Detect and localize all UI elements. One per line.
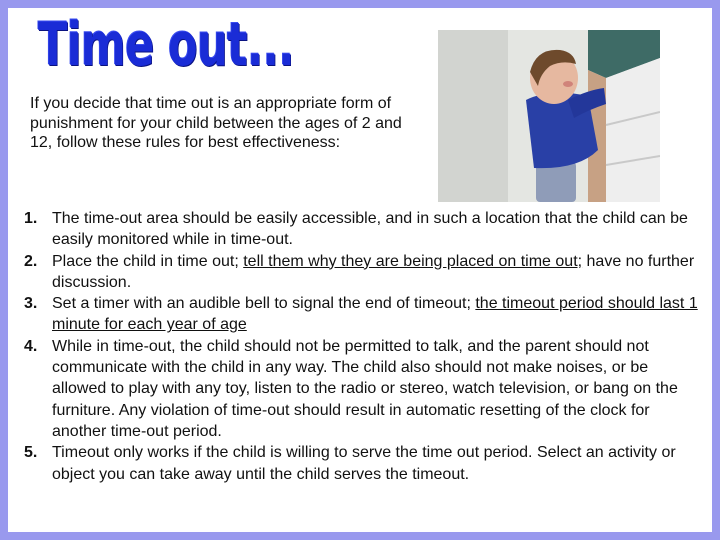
rule-item xyxy=(22,251,706,294)
slide xyxy=(8,8,712,532)
rule-text: Place the child in time out; xyxy=(52,252,244,270)
photo-illustration xyxy=(438,30,660,202)
rules-list xyxy=(22,208,706,485)
rule-item xyxy=(22,442,706,485)
child-in-timeout-photo xyxy=(438,30,660,202)
rule-number: 3. xyxy=(24,295,38,313)
rule-item xyxy=(22,336,706,442)
rule-number: 5. xyxy=(24,444,38,462)
rule-number: 2. xyxy=(24,252,38,270)
rule-text: have no further discussion. xyxy=(52,252,695,291)
rule-item xyxy=(22,293,706,336)
rule-text: The time-out area should be easily accessible, and in such a location that the child can be easily monitored while in time-out. xyxy=(52,210,688,249)
rule-emphasis-text: the timeout period should last 1 minute for each year of age xyxy=(52,295,698,334)
rule-item xyxy=(22,208,706,251)
rule-number: 4. xyxy=(24,337,38,355)
rule-text: While in time-out, the child should not be permitted to talk, and the parent should not communicate with the child in any way. The child also should not make noises, or be allowed to play with any toy, listen to the radio or stereo, watch television, or bang on the furniture. Any violation of time-out should result in automatic resetting of the clock for another time-out period. xyxy=(52,337,678,440)
rule-number: 1. xyxy=(24,210,38,227)
intro-paragraph: If you decide that time out is an appropriate form of punishment for your child between the ages of 2 and 12, follow these rules for best effectiveness: xyxy=(30,95,402,151)
slide-title: Time out... xyxy=(38,10,295,80)
photo-wall-shadow xyxy=(438,30,508,202)
rule-text: Timeout only works if the child is willing to serve the time out period. Select an activity or object you can take away until the child serves the timeout. xyxy=(52,444,676,483)
photo-cabinet xyxy=(606,58,660,202)
rule-emphasis-text: tell them why they are being placed on time out; xyxy=(243,252,583,270)
photo-child-cheek xyxy=(563,81,573,87)
rule-text: Set a timer with an audible bell to signal the end of timeout; xyxy=(52,295,476,313)
